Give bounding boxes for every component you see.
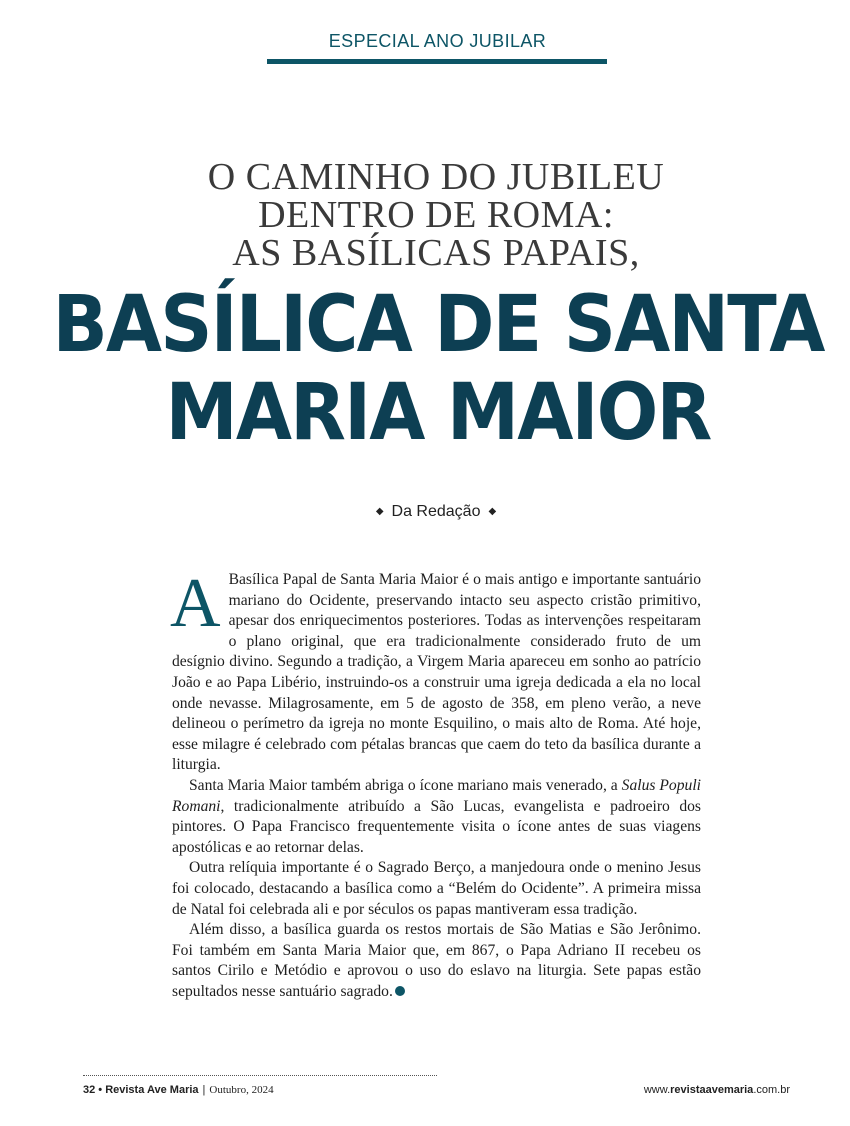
headline-line-1: BASÍLICA DE SANTA bbox=[52, 280, 824, 370]
kicker-line-3: AS BASÍLICAS PAPAIS, bbox=[232, 232, 640, 274]
paragraph-4-text: Além disso, a basílica guarda os restos mortais de São Matias e São Jerônimo. Foi também em Santa Maria Maior que, em 867, o Papa Adriano II recebeu os santos Cirilo e Metódio e aprovou o uso do eslavo na liturgia. Sete papas estão sepultados nesse santuário sagrado. bbox=[172, 921, 701, 1000]
section-rule bbox=[267, 59, 607, 64]
italic-title: Salus Populi Romani bbox=[172, 776, 701, 815]
footer-folio bbox=[83, 1084, 274, 1096]
byline-text: Da Redação bbox=[391, 503, 481, 520]
footer-rule bbox=[83, 1075, 437, 1076]
footer-separator: | bbox=[202, 1084, 206, 1096]
paragraph-3: Outra relíquia importante é o Sagrado Berço, a manjedoura onde o menino Jesus foi colocado, destacando a basílica como a “Belém do Ocidente”. A primeira missa de Natal foi celebrada ali e por séculos os papas mantiveram essa tradição. bbox=[172, 859, 701, 918]
headline-line-2: MARIA MAIOR bbox=[165, 368, 711, 458]
footer-url: www.revistaavemaria.com.br bbox=[643, 1084, 790, 1096]
article-headline bbox=[31, 281, 846, 457]
drop-cap: A bbox=[170, 565, 221, 642]
section-label: ESPECIAL ANO JUBILAR bbox=[328, 31, 547, 51]
diamond-icon: ◆ bbox=[375, 506, 384, 517]
article-body bbox=[170, 565, 701, 1002]
issue-date: Outubro, 2024 bbox=[209, 1084, 274, 1096]
paragraph-1 bbox=[170, 565, 701, 776]
paragraph-2: Santa Maria Maior também abriga o ícone mariano mais venerado, a Salus Populi Romani, tradicionalmente atribuído a São Lucas, evangelista e padroeiro dos pintores. O Papa Francisco frequentemente visita o ícone antes de suas viagens apostólicas e ao retornar delas. bbox=[172, 776, 701, 856]
paragraph-4 bbox=[172, 920, 701, 1002]
diamond-icon: ◆ bbox=[488, 506, 497, 517]
kicker-line-2: DENTRO DE ROMA: bbox=[258, 194, 614, 236]
byline bbox=[0, 503, 850, 521]
end-mark-icon bbox=[395, 986, 405, 996]
paragraph-1-text: Basílica Papal de Santa Maria Maior é o mais antigo e importante santuário mariano do Ocidente, preservando intacto seu aspecto cristão primitivo, apesar dos enriquecimentos posteriores. Todas as intervenções respeitaram o plano original, que era tradicionalmente considerado fruto de um desígnio divino. Segundo a tradição, a Virgem Maria apareceu em sonho ao patrício João e ao Papa Libério, instruindo-os a construir uma igreja dedicada a ela no local onde nevasse. Milagrosamente, em 5 de agosto de 358, em pleno verão, a neve delineou o perímetro da igreja no monte Esquilino, o mais alto de Roma. Até hoje, esse milagre é celebrado com pétalas brancas que caem do teto da basílica durante a liturgia. bbox=[172, 571, 701, 774]
article-kicker bbox=[0, 158, 850, 272]
kicker-line-1: O CAMINHO DO JUBILEU bbox=[207, 156, 665, 198]
page-and-publication: 32 • Revista Ave Maria bbox=[83, 1084, 199, 1096]
